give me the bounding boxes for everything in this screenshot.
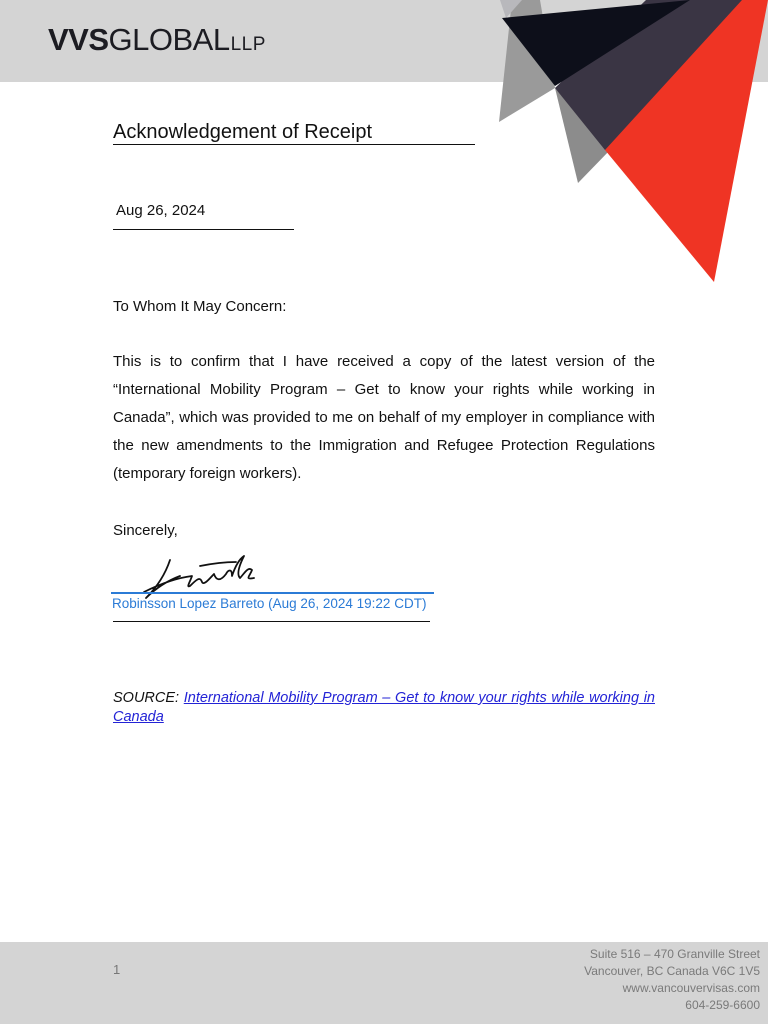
signature-underline: [113, 621, 430, 622]
source-label: SOURCE:: [113, 690, 180, 706]
closing: Sincerely,: [113, 522, 178, 539]
logo-part-small: LLP: [230, 34, 266, 55]
source-note: [113, 689, 655, 727]
document-date: Aug 26, 2024: [113, 199, 294, 230]
document-title: Acknowledgement of Receipt: [113, 120, 475, 145]
footer-address: [584, 946, 760, 1014]
body-paragraph: This is to confirm that I have received a copy of the latest version of the “International Mobility Program – Get to know your rights while working in Canada”, which was provided to me on behalf of my employer in compliance with the new amendments to the Immigration and Refugee Protection Regulations (temporary foreign workers).: [113, 353, 655, 482]
signature-line: [111, 592, 434, 594]
source-link[interactable]: International Mobility Program – Get to know your rights while working in Canada: [113, 690, 655, 725]
logo-part-regular: GLOBAL: [108, 22, 230, 57]
address-line-2: Vancouver, BC Canada V6C 1V5: [584, 964, 760, 978]
salutation: To Whom It May Concern:: [113, 298, 287, 315]
phone: 604-259-6600: [685, 998, 760, 1012]
logo-part-bold: VVS: [48, 22, 109, 57]
address-line-1: Suite 516 – 470 Granville Street: [589, 947, 760, 961]
decorative-triangles: [0, 0, 768, 300]
page-number: 1: [113, 962, 121, 977]
signature-caption: Robinsson Lopez Barreto (Aug 26, 2024 19:22 CDT): [112, 596, 427, 611]
website: www.vancouvervisas.com: [622, 981, 760, 995]
